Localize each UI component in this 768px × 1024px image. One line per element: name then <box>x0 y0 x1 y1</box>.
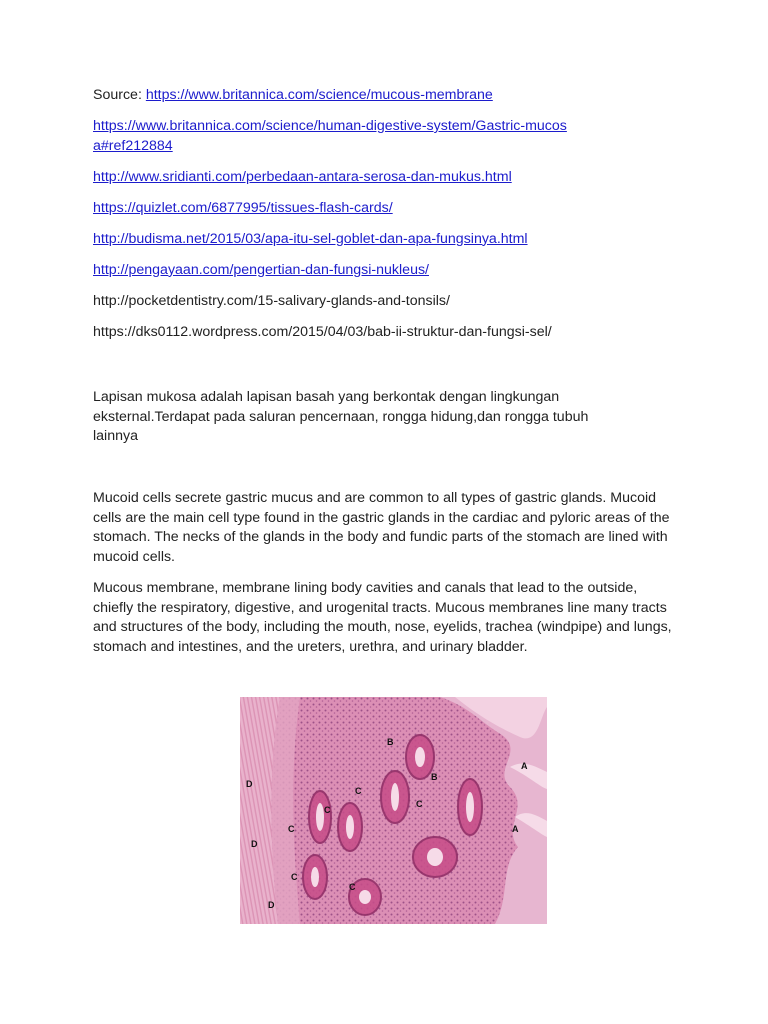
figure-label: C <box>349 882 356 892</box>
paragraph-mucoid-cells: Mucoid cells secrete gastric mucus and are common to all types of gastric glands. Mucoid cells are the main cell type found in the gastric glands in the cardiac and pyloric areas of the stomach. The necks of the glands in the body and fundic parts of the stomach are lined with mucoid cells. <box>93 490 670 565</box>
source-label: Source: <box>93 87 146 103</box>
micrograph-image <box>240 697 547 924</box>
paragraph-indonesian: Lapisan mukosa adalah lapisan basah yang berkontak dengan lingkungan eksternal.Terdapat pada saluran pencernaan, rongga hidung,dan rongga tubuh lainnya <box>93 389 589 444</box>
reference-link[interactable]: https://quizlet.com/6877995/tissues-flash-cards/ <box>93 199 393 216</box>
reference-item <box>93 86 678 106</box>
histology-micrograph <box>240 697 547 924</box>
figure-label: D <box>268 900 275 910</box>
figure-label: C <box>288 824 295 834</box>
figure-label: B <box>431 772 438 782</box>
reference-item <box>93 168 678 188</box>
figure-label: D <box>246 779 253 789</box>
reference-url-text: https://dks0112.wordpress.com/2015/04/03/bab-ii-struktur-dan-fungsi-sel/ <box>93 323 552 340</box>
reference-url-text: http://pocketdentistry.com/15-salivary-glands-and-tonsils/ <box>93 292 450 309</box>
reference-link[interactable]: https://www.britannica.com/science/human-digestive-system/Gastric-mucosa#ref212884 <box>93 118 567 154</box>
reference-item <box>93 292 678 312</box>
reference-list <box>93 86 678 354</box>
reference-item <box>93 199 678 219</box>
figure-label: A <box>521 761 528 771</box>
reference-link[interactable]: https://www.britannica.com/science/mucous-membrane <box>145 87 493 103</box>
reference-item <box>93 261 678 281</box>
paragraph-mucous-membrane: Mucous membrane, membrane lining body cavities and canals that lead to the outside, chiefly the respiratory, digestive, and urogenital tracts. Mucous membranes line many tracts and structures of the body, including the mouth, nose, eyelids, trachea (windpipe) and lungs, stomach and intestines, and the ureters, urethra, and urinary bladder. <box>93 580 672 655</box>
figure-label: B <box>387 737 394 747</box>
reference-link[interactable]: http://budisma.net/2015/03/apa-itu-sel-goblet-dan-apa-fungsinya.html <box>93 230 528 247</box>
reference-link[interactable]: http://pengayaan.com/pengertian-dan-fungsi-nukleus/ <box>93 261 429 278</box>
figure-label: C <box>291 872 298 882</box>
reference-item <box>93 230 678 250</box>
figure-label: C <box>355 786 362 796</box>
figure-label: C <box>416 799 423 809</box>
reference-item <box>93 117 678 156</box>
figure-label: A <box>512 824 519 834</box>
figure-label: C <box>324 805 331 815</box>
reference-item <box>93 323 678 343</box>
figure-label: D <box>251 839 258 849</box>
reference-link[interactable]: http://www.sridianti.com/perbedaan-antara-serosa-dan-mukus.html <box>93 168 512 185</box>
